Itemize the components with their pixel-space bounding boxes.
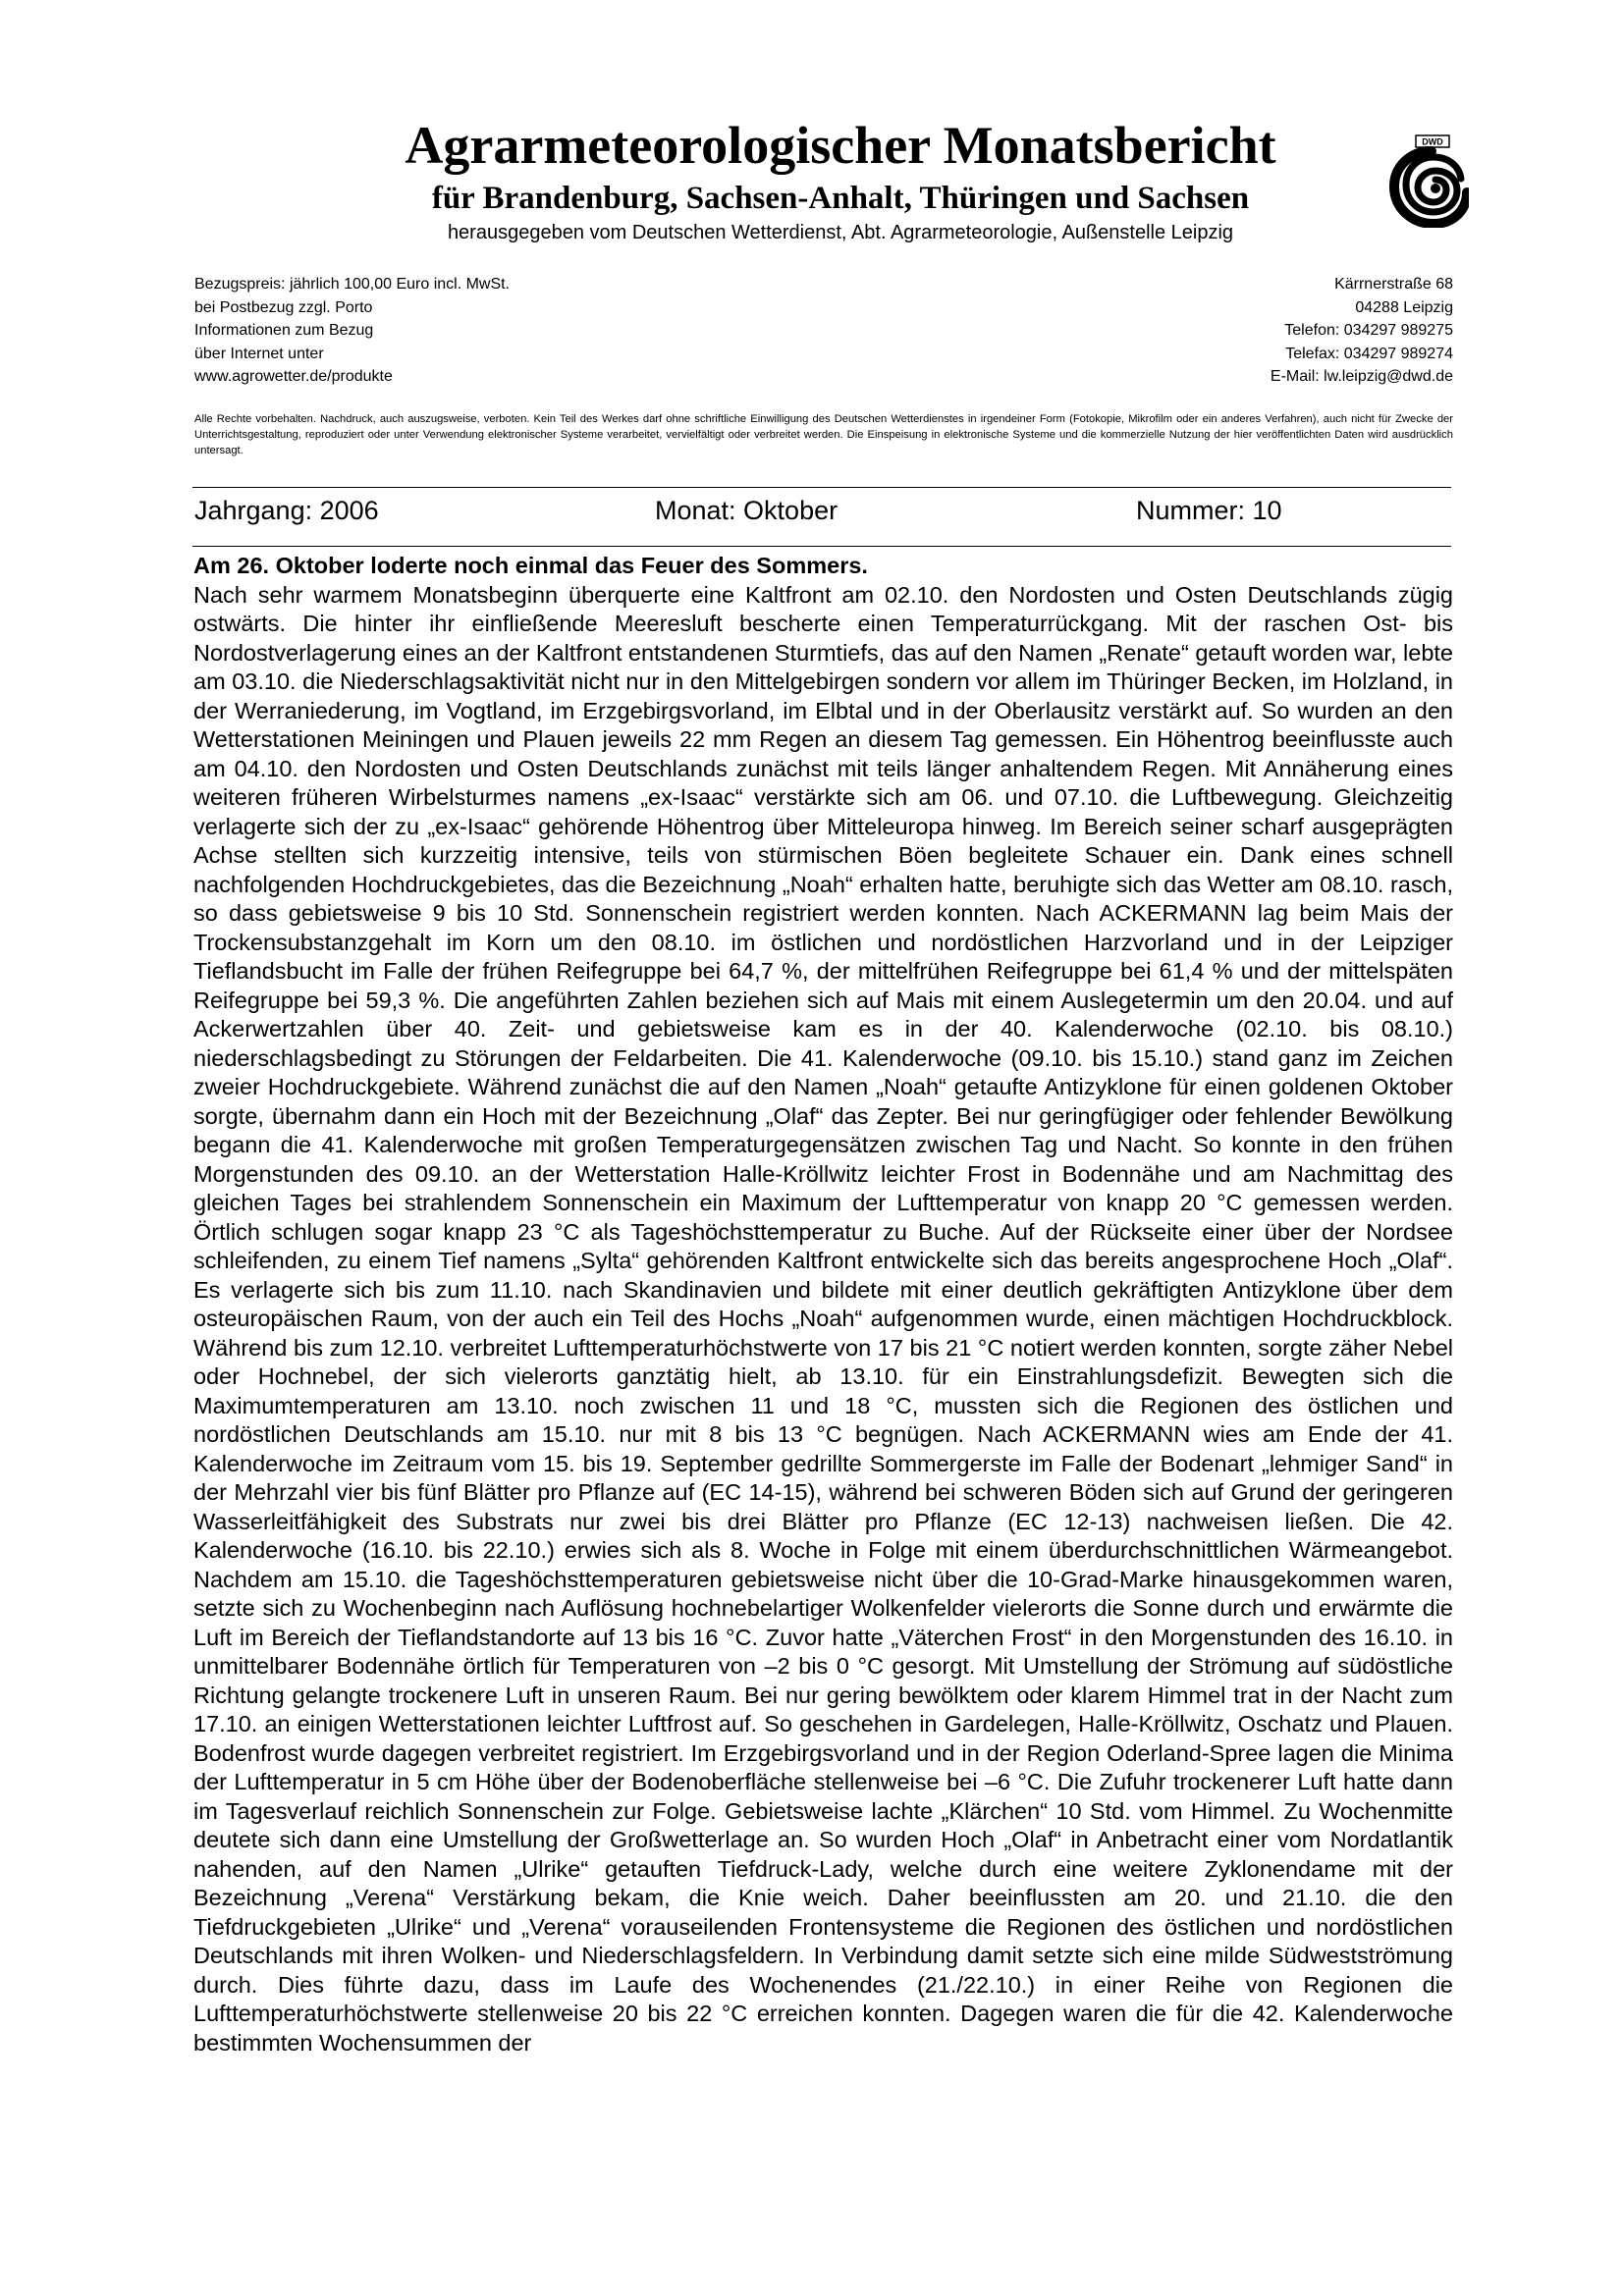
issue-number: Nummer: 10 xyxy=(1136,496,1282,525)
subscription-postage: bei Postbezug zzgl. Porto xyxy=(194,298,373,316)
dwd-logo-icon xyxy=(1388,133,1469,228)
address-email-link[interactable]: E-Mail: lw.leipzig@dwd.de xyxy=(1270,368,1453,385)
address-street: Kärrnerstraße 68 xyxy=(1334,276,1453,293)
article-headline: Am 26. Oktober loderte noch einmal das Feuer des Sommers. xyxy=(193,553,868,578)
article-body: Nach sehr warmem Monatsbeginn überquerte eine Kaltfront am 02.10. den Nordosten und Osten Deutschlands zügig ostwärts. Die hinter ihr einfließende Meeresluft bescherte einen Temperaturrückgang. Mit der raschen Ost- bis Nordostverlagerung eines an der Kaltfront entstandenen Sturmtiefs, das auf den Namen „Renate“ getauft worden war, lebte am 03.10. die Niederschlagsaktivität nicht nur in den Mittelgebirgen sondern vor allem im Thüringer Becken, im Holzland, in der Werraniederung, im Vogtland, im Erzgebirgsvorland, im Elbtal und in der Oberlausitz verstärkt auf. So wurden an den Wetterstationen Meiningen und Plauen jeweils 22 mm Regen an diesem Tag gemessen. Ein Höhentrog beeinflusste auch am 04.10. den Nordosten und Osten Deutschlands zunächst mit teils länger anhaltendem Regen. Mit Annäherung eines weiteren früheren Wirbelsturmes namens „ex-Isaac“ verstärkte sich am 06. und 07.10. die Luftbewegung. Gleichzeitig verlagerte sich der zu „ex-Isaac“ gehörende Höhentrog über Mitteleuropa hinweg. Im Bereich seiner scharf ausgeprägten Achse stellten sich kurzzeitig intensive, teils von stürmischen Böen begleitete Schauer ein. Dank eines schnell nachfolgenden Hochdruckgebietes, das die Bezeichnung „Noah“ erhalten hatte, beruhigte sich das Wetter am 08.10. rasch, so dass gebietsweise 9 bis 10 Std. Sonnenschein registriert werden konnten. Nach ACKERMANN lag beim Mais der Trockensubstanzgehalt im Korn um den 08.10. im östlichen und nordöstlichen Harzvorland und in der Leipziger Tieflandsbucht im Falle der frühen Reifegruppe bei 64,7 %, der mittelfrühen Reifegruppe bei 61,4 % und der mittelspäten Reifegruppe bei 59,3 %. Die angeführten Zahlen beziehen sich auf Mais mit einem Auslegetermin um den 20.04. und auf Ackerwertzahlen über 40. Zeit- und gebietsweise kam es in der 40. Kalenderwoche (02.10. bis 08.10.) niederschlagsbedingt zu Störungen der Feldarbeiten. Die 41. Kalenderwoche (09.10. bis 15.10.) stand ganz im Zeichen zweier Hochdruckgebiete. Während zunächst die auf den Namen „Noah“ getaufte Antizyklone für einen goldenen Oktober sorgte, übernahm dann ein Hoch mit der Bezeichnung „Olaf“ das Zepter. Bei nur geringfügiger oder fehlender Bewölkung begann die 41. Kalenderwoche mit großen Temperaturgegensätzen zwischen Tag und Nacht. So konnte in den frühen Morgenstunden des 09.10. an der Wetterstation Halle-Kröllwitz leichter Frost in Bodennähe und am Nachmittag des gleichen Tages bei strahlendem Sonnenschein ein Maximum der Lufttemperatur von knapp 20 °C gemessen werden. Örtlich schlugen sogar knapp 23 °C als Tageshöchsttemperatur zu Buche. Auf der Rückseite einer über der Nordsee schleifenden, zu einem Tief namens „Sylta“ gehörenden Kaltfront entwickelte sich das bereits angesprochene Hoch „Olaf“. Es verlagerte sich bis zum 11.10. nach Skandinavien und bildete mit einer deutlich gekräftigten Antizyklone über dem osteuropäischen Raum, von der auch ein Teil des Hochs „Noah“ aufgenommen wurde, einen mächtigen Hochdruckblock. Während bis zum 12.10. verbreitet Lufttemperaturhöchstwerte von 17 bis 21 °C notiert werden konnten, sorgte zäher Nebel oder Hochnebel, der sich vielerorts ganztätig hielt, ab 13.10. für ein Einstrahlungsdefizit. Bewegten sich die Maximumtemperaturen am 13.10. noch zwischen 11 und 18 °C, mussten sich die Regionen des östlichen und nordöstlichen Deutschlands am 15.10. nur mit 8 bis 13 °C begnügen. Nach ACKERMANN wies am Ende der 41. Kalenderwoche im Zeitraum vom 15. bis 19. September gedrillte Sommergerste im Falle der Bodenart „lehmiger Sand“ in der Mehrzahl vier bis fünf Blätter pro Pflanze auf (EC 14-15), während bei schweren Böden sich auf Grund der geringeren Wasserleitfähigkeit des Substrats nur zwei bis drei Blätter pro Pflanze (EC 12-13) nachweisen ließen. Die 42. Kalenderwoche (16.10. bis 22.10.) erwies sich als 8. Woche in Folge mit einem überdurchschnittlichen Wärmeangebot. Nachdem am 15.10. die Tageshöchsttemperaturen gebietsweise nicht über die 10-Grad-Marke hinausgekommen waren, setzte sich zu Wochenbeginn nach Auflösung hochnebelartiger Wolkenfelder vielerorts die Sonne durch und erwärmte die Luft im Bereich der Tieflandstandorte auf 13 bis 16 °C. Zuvor hatte „Väterchen Frost“ in den Morgenstunden des 16.10. in unmittelbarer Bodennähe örtlich für Temperaturen von –2 bis 0 °C gesorgt. Mit Umstellung der Strömung auf südöstliche Richtung gelangte trockenere Luft in unseren Raum. Bei nur gering bewölktem oder klarem Himmel trat in der Nacht zum 17.10. an einigen Wetterstationen leichter Luftfrost auf. So geschehen in Gardelegen, Halle-Kröllwitz, Oschatz und Plauen. Bodenfrost wurde dagegen verbreitet registriert. Im Erzgebirgsvorland und in der Region Oderland-Spree lagen die Minima der Lufttemperatur in 5 cm Höhe über der Bodenoberfläche stellenweise bei –6 °C. Die Zufuhr trockenerer Luft hatte dann im Tagesverlauf reichlich Sonnenschein zur Folge. Gebietsweise lachte „Klärchen“ 10 Std. vom Himmel. Zu Wochenmitte deutete sich dann eine Umstellung der Großwetterlage an. So wurden Hoch „Olaf“ in Anbetracht einer vom Nordatlantik nahenden, auf den Namen „Ulrike“ getauften Tiefdruck-Lady, welche durch eine weitere Zyklonendame mit der Bezeichnung „Verena“ Verstärkung bekam, die Knie weich. Daher beeinflussten am 20. und 21.10. die den Tiefdruckgebieten „Ulrike“ und „Verena“ vorauseilenden Frontensysteme die Regionen des östlichen und nordöstlichen Deutschlands mit ihren Wolken- und Niederschlagsfeldern. In Verbindung damit setzte sich eine milde Südwestströmung durch. Dies führte dazu, dass im Laufe des Wochenendes (21./22.10.) in einer Reihe von Regionen die Lufttemperaturhöchstwerte stellenweise 20 bis 22 °C erreichen konnten. Dagegen waren die für die 42. Kalenderwoche bestimmten Wochensummen der xyxy=(193,581,1453,2056)
address-block xyxy=(1021,273,1453,389)
report-title: Agrarmeteorologischer Monatsbericht xyxy=(405,116,1276,175)
logo-text: DWD xyxy=(1422,136,1443,147)
divider-bottom xyxy=(192,546,1451,547)
address-city: 04288 Leipzig xyxy=(1355,298,1453,316)
divider-top xyxy=(192,487,1451,488)
dwd-logo xyxy=(1388,133,1469,228)
volume-year: Jahrgang: 2006 xyxy=(194,496,379,525)
subscription-price: Bezugspreis: jährlich 100,00 Euro incl. MwSt. xyxy=(194,276,511,293)
subscription-info xyxy=(194,273,666,389)
rights-notice: Alle Rechte vorbehalten. Nachdruck, auch auszugsweise, verboten. Kein Teil des Werkes darf ohne schriftliche Einwilligung des Deutschen Wetterdienstes in irgendeiner Form (Fotokopie, Mikrofilm oder ein anderes Verfahren), auch nicht für Zwecke der Unterrichtsgestaltung, reproduziert oder unter Verwendung elektronischer Systeme verarbeitet, vervielfältigt oder verbreitet werden. Die Einspeisung in elektronische Systeme und die kommerzielle Nutzung der hier veröffentlichten Daten wird ausdrücklich untersagt. xyxy=(194,413,1453,456)
report-subtitle: für Brandenburg, Sachsen-Anhalt, Thüringen und Sachsen xyxy=(431,181,1250,216)
subscription-url-link[interactable]: www.agrowetter.de/produkte xyxy=(194,368,393,385)
publisher-line: herausgegeben vom Deutschen Wetterdienst, Abt. Agrarmeteorologie, Außenstelle Leipzig xyxy=(447,222,1234,243)
address-phone: Telefon: 034297 989275 xyxy=(1284,322,1453,339)
subscription-info-label: Informationen zum Bezug xyxy=(194,322,374,339)
issue-month: Monat: Oktober xyxy=(655,496,839,525)
subscription-internet-label: über Internet unter xyxy=(194,345,324,362)
address-fax: Telefax: 034297 989274 xyxy=(1285,345,1453,362)
